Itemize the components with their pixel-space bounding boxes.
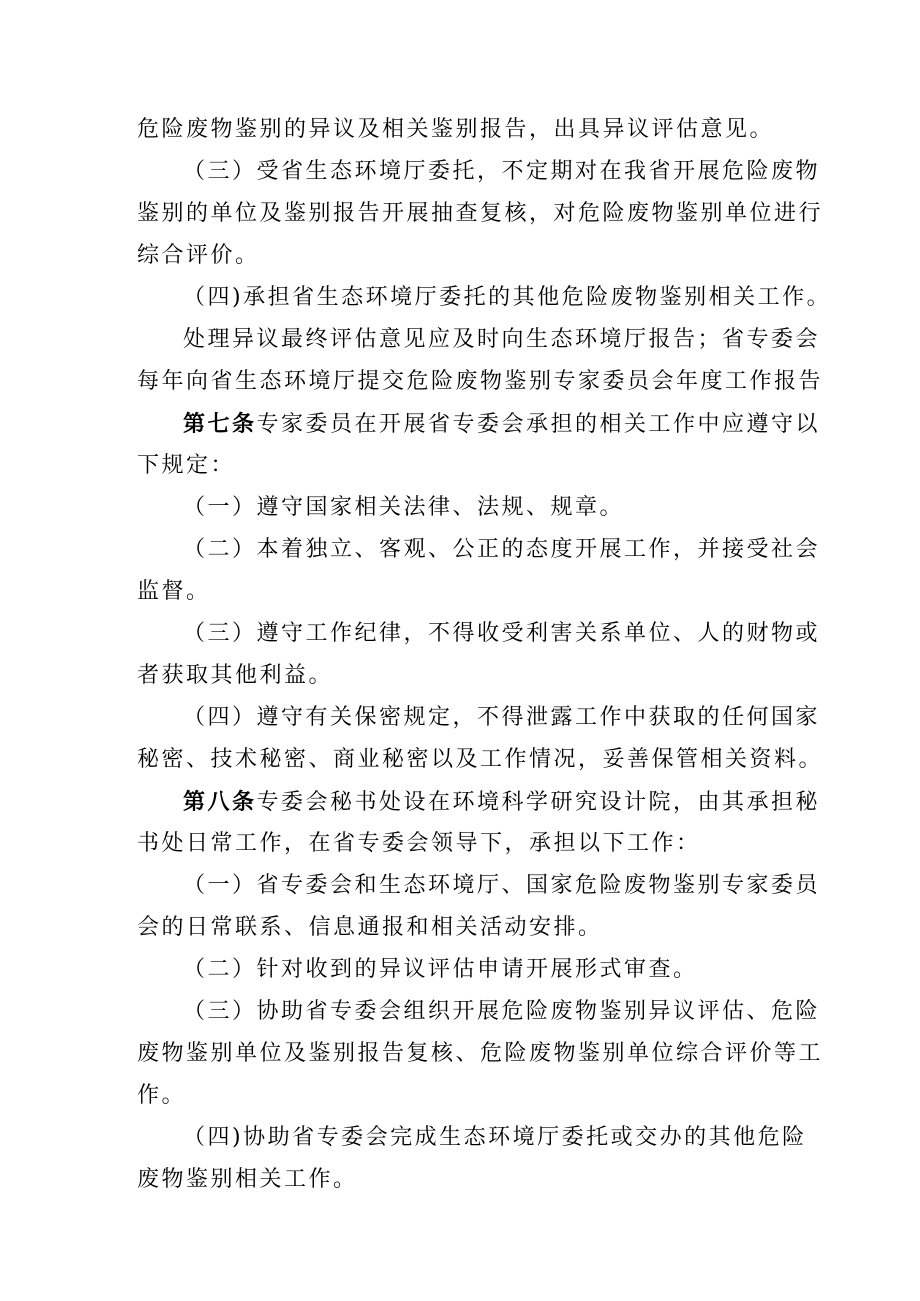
text-line: 会的日常联系、信息通报和相关活动安排。: [137, 915, 603, 940]
text-line: 每年向省生态环境厅提交危险废物鉴别专家委员会年度工作报告: [137, 369, 824, 394]
article-7-line: [183, 409, 820, 439]
text-line: （一）省专委会和生态环境厅、国家危险废物鉴别专家委员: [183, 873, 821, 898]
text-line: （一）遵守国家相关法律、法规、规章。: [183, 495, 625, 520]
article-8-first-line: 专委会秘书处设在环境科学研究设计院，由其承担秘: [256, 790, 821, 815]
text-line: （三）协助省专委会组织开展危险废物鉴别异议评估、危险: [183, 999, 821, 1024]
article-8-line: [183, 787, 820, 817]
text-line: （四)承担省生态环境厅委托的其他危险废物鉴别相关工作。: [183, 285, 832, 310]
text-line: （三）受省生态环境厅委托，不定期对在我省开展危险废物: [183, 159, 821, 184]
article-7-heading: 第七条: [183, 411, 257, 437]
text-line: 作。: [137, 1083, 187, 1108]
text-line: （二）针对收到的异议评估申请开展形式审查。: [183, 957, 698, 982]
text-line: 综合评价。: [137, 243, 260, 268]
text-line: 废物鉴别相关工作。: [137, 1167, 358, 1192]
text-line: （四)协助省专委会完成生态环境厅委托或交办的其他危险: [183, 1125, 807, 1150]
text-line: 者获取其他利益。: [137, 663, 334, 688]
text-line: 废物鉴别单位及鉴别报告复核、危险废物鉴别单位综合评价等工: [137, 1041, 824, 1066]
text-line: 监督。: [137, 579, 211, 604]
text-line: 下规定：: [137, 453, 236, 478]
text-line: 鉴别的单位及鉴别报告开展抽查复核，对危险废物鉴别单位进行: [137, 201, 824, 226]
text-line: 秘密、技术秘密、商业秘密以及工作情况，妥善保管相关资料。: [137, 747, 824, 772]
text-line: 书处日常工作，在省专委会领导下，承担以下工作：: [137, 831, 701, 856]
text-line: 危险废物鉴别的异议及相关鉴别报告，出具异议评估意见。: [137, 117, 775, 142]
article-7-first-line: 专家委员在开展省专委会承担的相关工作中应遵守以: [256, 412, 821, 437]
text-line: （四）遵守有关保密规定，不得泄露工作中获取的任何国家: [183, 705, 821, 730]
text-line: （三）遵守工作纪律，不得收受利害关系单位、人的财物或: [183, 621, 821, 646]
text-line: （二）本着独立、客观、公正的态度开展工作，并接受社会: [183, 537, 821, 562]
article-8-heading: 第八条: [183, 789, 257, 815]
text-line: 处理异议最终评估意见应及时向生态环境厅报告；省专委会: [183, 327, 821, 352]
